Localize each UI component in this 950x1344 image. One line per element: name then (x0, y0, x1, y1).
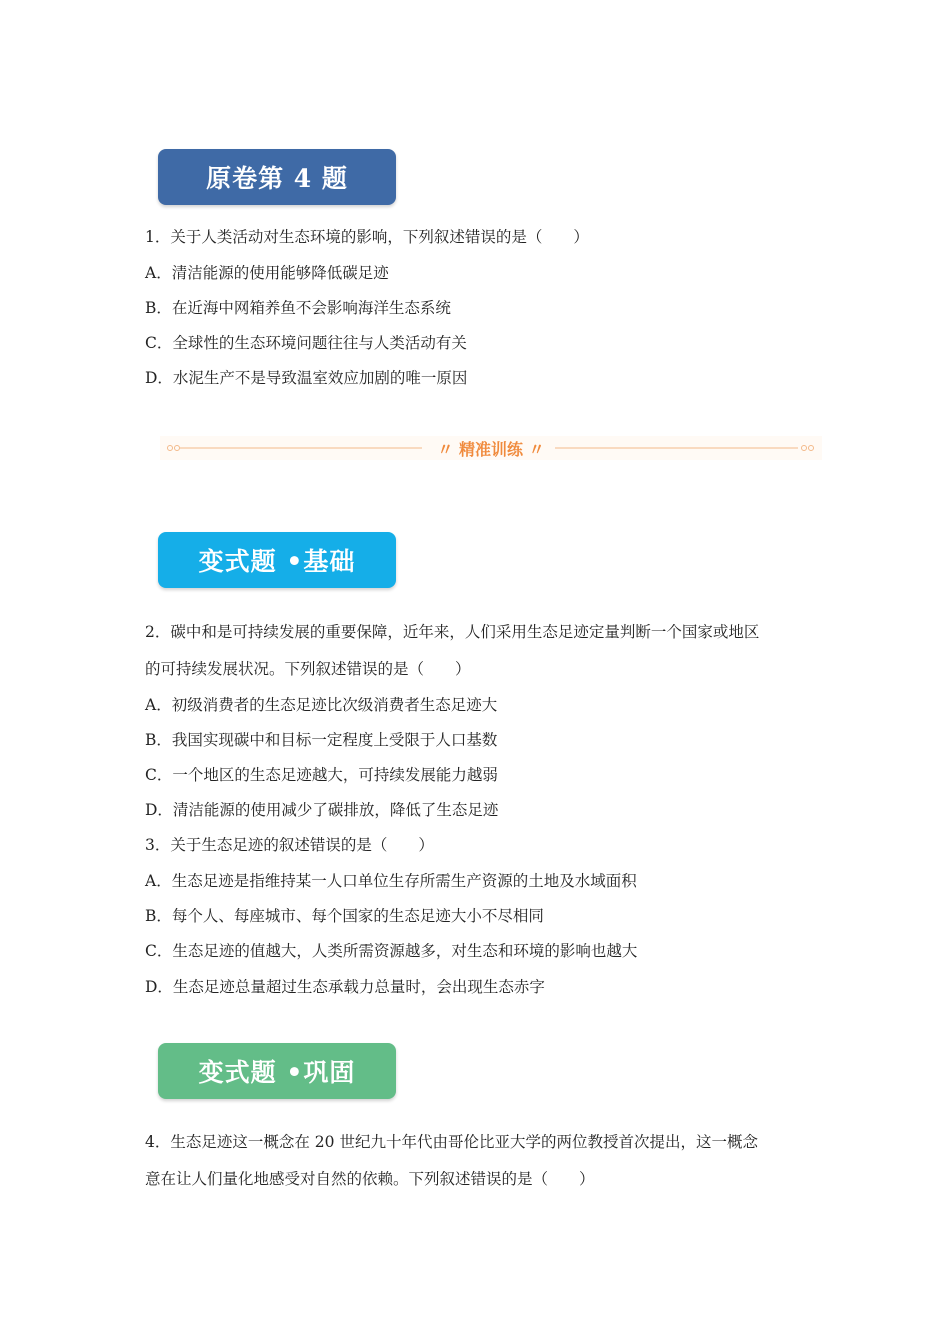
q1-option-d: D．水泥生产不是导致温室效应加剧的唯一原因 (145, 369, 468, 387)
q2-option-a: A．初级消费者的生态足迹比次级消费者生态足迹大 (145, 696, 498, 714)
q3-stem: 3．关于生态足迹的叙述错误的是（ ） (145, 836, 434, 854)
q2-option-b: B．我国实现碳中和目标一定程度上受限于人口基数 (145, 731, 498, 749)
variant-consolidate-badge: 变式题 •巩固 (158, 1043, 396, 1099)
variant-basic-badge: 变式题 •基础 (158, 532, 396, 588)
q4-stem-line1: 4．生态足迹这一概念在 20 世纪九十年代由哥伦比亚大学的两位教授首次提出，这一概念 (145, 1133, 758, 1151)
q4-stem-line2: 意在让人们量化地感受对自然的依赖。下列叙述错误的是（ ） (145, 1170, 595, 1188)
divider-label: 〃 精准训练 〃 (437, 440, 545, 459)
q1-option-a: A．清洁能源的使用能够降低碳足迹 (145, 264, 389, 282)
q3-option-d: D．生态足迹总量超过生态承载力总量时，会出现生态赤字 (145, 978, 545, 996)
q3-option-a: A．生态足迹是指维持某一人口单位生存所需生产资源的土地及水域面积 (145, 872, 637, 890)
q2-option-c: C．一个地区的生态足迹越大，可持续发展能力越弱 (145, 766, 498, 784)
q1-option-c: C．全球性的生态环境问题往往与人类活动有关 (145, 334, 467, 352)
q3-option-b: B．每个人、每座城市、每个国家的生态足迹大小不尽相同 (145, 907, 544, 925)
q2-option-d: D．清洁能源的使用减少了碳排放，降低了生态足迹 (145, 801, 499, 819)
q1-stem: 1．关于人类活动对生态环境的影响，下列叙述错误的是（ ） (145, 228, 589, 246)
q3-option-c: C．生态足迹的值越大，人类所需资源越多，对生态和环境的影响也越大 (145, 942, 638, 960)
q2-stem-line2: 的可持续发展状况。下列叙述错误的是（ ） (145, 660, 471, 678)
q2-stem-line1: 2．碳中和是可持续发展的重要保障，近年来，人们采用生态足迹定量判断一个国家或地区 (145, 623, 760, 641)
original-question-badge: 原卷第 4 题 (158, 149, 396, 205)
q1-option-b: B．在近海中网箱养鱼不会影响海洋生态系统 (145, 299, 451, 317)
section-divider (160, 436, 822, 460)
